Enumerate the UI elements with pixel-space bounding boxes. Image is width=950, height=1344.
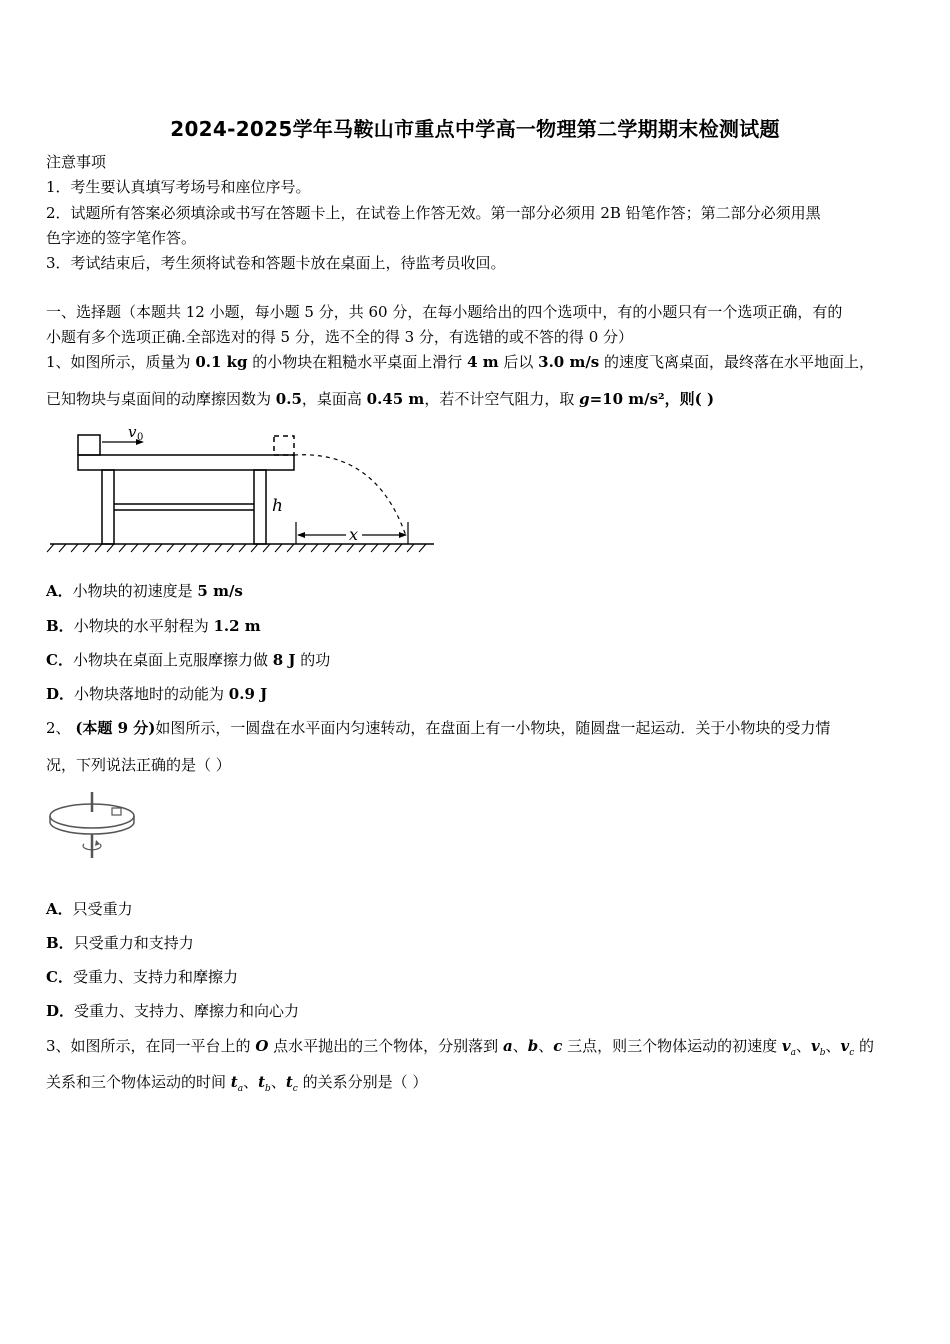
svg-text:0: 0 [137, 432, 144, 443]
table-leg [102, 470, 114, 544]
notice-heading: 注意事项 [46, 153, 107, 171]
q1-option-c[interactable]: C．小物块在桌面上克服摩擦力做 8 J 的功 [46, 651, 331, 669]
ground-hatch [155, 544, 162, 552]
notice-item: 3．考试结束后，考生须将试卷和答题卡放在桌面上，待监考员收回。 [46, 254, 506, 272]
block-shape [78, 435, 100, 455]
v0-label: v [128, 423, 137, 441]
ground-hatch [395, 544, 402, 552]
ground-hatch [71, 544, 78, 552]
notice-item: 色字迹的签字笔作答。 [46, 229, 197, 247]
ground-hatch [359, 544, 366, 552]
ground-hatch [287, 544, 294, 552]
ground-hatch [383, 544, 390, 552]
question-3-line-2: 关系和三个物体运动的时间 $t_a$、$t_b$、$t_c$ 的关系分别是（ ） [46, 1073, 428, 1094]
ground-hatch [215, 544, 222, 552]
ground-hatch [251, 544, 258, 552]
ground-hatch [119, 544, 126, 552]
notice-item: 1．考生要认真填写考场号和座位序号。 [46, 178, 311, 196]
rotating-disk-figure [46, 788, 146, 860]
ground-hatch [83, 544, 90, 552]
ground-hatch [47, 544, 54, 552]
table-top [78, 455, 294, 470]
section-instructions: 小题有多个选项正确.全部选对的得 5 分，选不全的得 3 分，有选错的或不答的得 0 分） [46, 328, 634, 346]
section-instructions: 一、选择题（本题共 12 小题，每小题 5 分，共 60 分，在每小题给出的四个选项中，有的小题只有一个选项正确，有的 [46, 303, 843, 321]
ground-hatch [227, 544, 234, 552]
ground-hatch [191, 544, 198, 552]
ground-hatch [203, 544, 210, 552]
question-3-line-1: 3、如图所示，在同一平台上的 O 点水平抛出的三个物体，分别落到 a、b、c 三点，则三个物体运动的初速度 $v_a$、$v_b$、$v_c$ 的 [46, 1037, 875, 1058]
notice-item: 2．试题所有答案必须填涂或书写在答题卡上，在试卷上作答无效。第一部分必须用 2B 铅笔作答；第二部分必须用黑 [46, 204, 821, 222]
ground-hatch [239, 544, 246, 552]
ground-hatch [419, 544, 426, 552]
question-2-line-1: 2、 (本题 9 分)如图所示，一圆盘在水平面内匀速转动，在盘面上有一小物块，随圆盘一起运动．关于小物块的受力情 [46, 719, 831, 737]
ground-hatch [275, 544, 282, 552]
dashed-block [274, 436, 294, 455]
trajectory-curve [294, 455, 406, 536]
ground-hatch [59, 544, 66, 552]
q2-option-b[interactable]: B．只受重力和支持力 [46, 934, 194, 952]
ground-hatch [131, 544, 138, 552]
ground-hatch [335, 544, 342, 552]
q1-option-a[interactable]: A．小物块的初速度是 5 m/s [46, 582, 243, 600]
ground-hatch [95, 544, 102, 552]
q2-option-c[interactable]: C．受重力、支持力和摩擦力 [46, 968, 238, 986]
question-1-line-2: 已知物块与桌面间的动摩擦因数为 0.5，桌面高 0.45 m，若不计空气阻力，取 g=10 m/s²，则( ) [46, 390, 715, 408]
ground-hatch [311, 544, 318, 552]
ground-hatch [323, 544, 330, 552]
ground-hatch [407, 544, 414, 552]
table-projectile-figure [46, 418, 438, 554]
x-label: x [349, 525, 359, 544]
h-label: h [272, 496, 283, 516]
ground-hatch [143, 544, 150, 552]
page-title: 2024-2025学年马鞍山市重点中学高一物理第二学期期末检测试题 [170, 117, 780, 141]
ground-hatch [263, 544, 270, 552]
q1-option-d[interactable]: D．小物块落地时的动能为 0.9 J [46, 685, 268, 703]
q2-option-d[interactable]: D．受重力、支持力、摩擦力和向心力 [46, 1002, 300, 1020]
q2-option-a[interactable]: A．只受重力 [46, 900, 133, 918]
q1-option-b[interactable]: B．小物块的水平射程为 1.2 m [46, 617, 261, 635]
question-2-line-2: 况，下列说法正确的是（ ） [46, 756, 231, 774]
ground-hatch [167, 544, 174, 552]
table-leg [254, 470, 266, 544]
ground-hatch [371, 544, 378, 552]
ground-hatch [107, 544, 114, 552]
question-1-line-1: 1、如图所示，质量为 0.1 kg 的小物块在粗糙水平桌面上滑行 4 m 后以 3.0 m/s 的速度飞离桌面，最终落在水平地面上， [46, 353, 875, 371]
ground-hatch [347, 544, 354, 552]
ground-hatch [299, 544, 306, 552]
ground-hatch [179, 544, 186, 552]
small-block [112, 808, 121, 815]
